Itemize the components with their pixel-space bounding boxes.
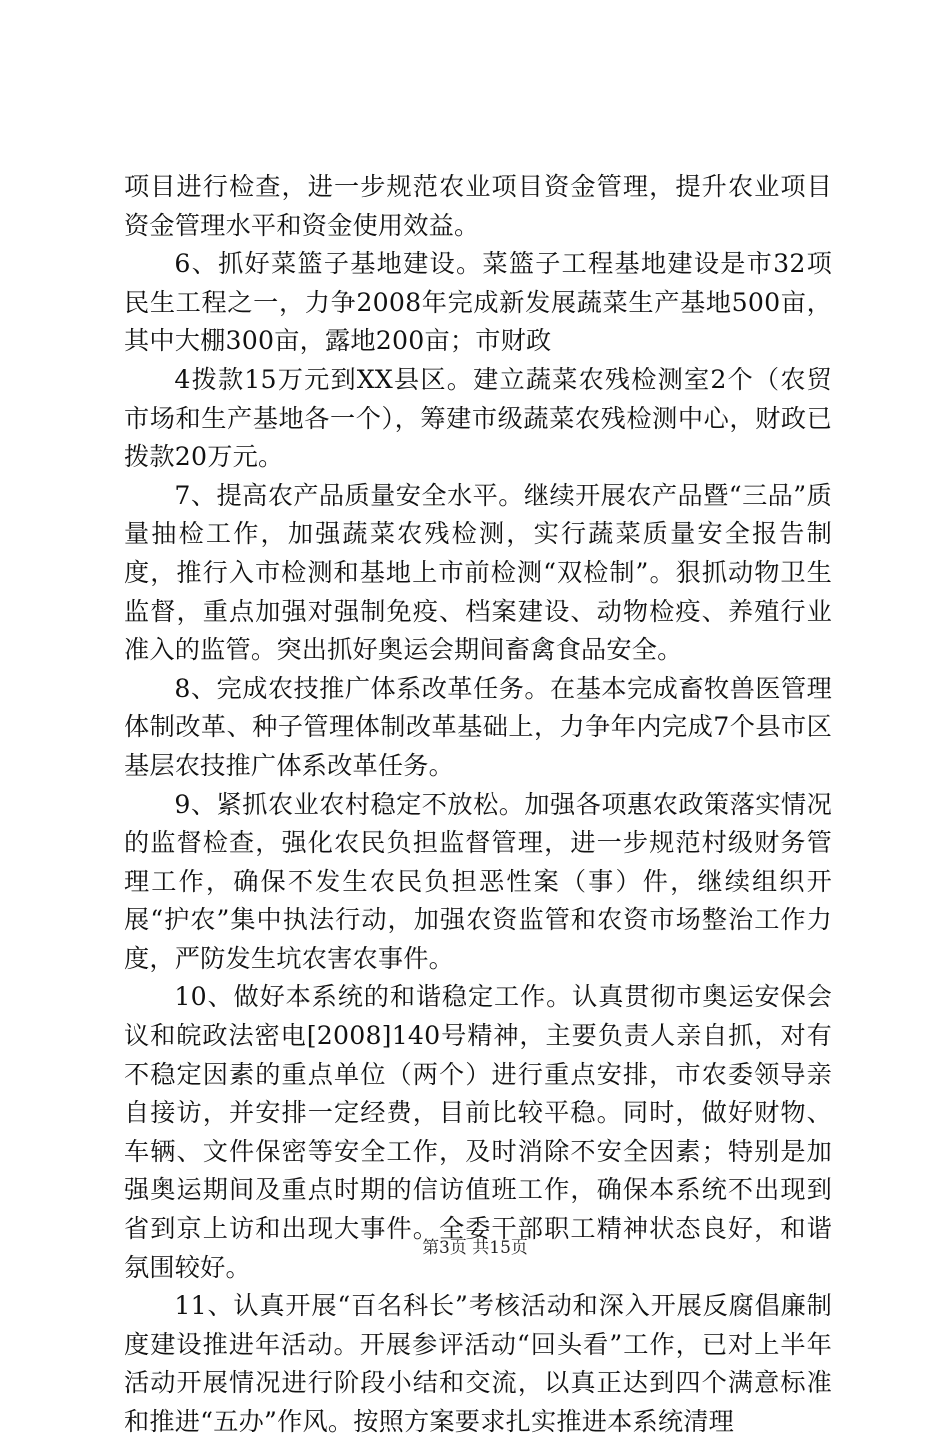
paragraph-item-10: 10、做好本系统的和谐稳定工作。认真贯彻市奥运安保会议和皖政法密电[2008]140号精神，主要负责人亲自抓，对有不稳定因素的重点单位（两个）进行重点安排，市农委领导亲自接访，并安排一定经费，目前比较平稳。同时，做好财物、车辆、文件保密等安全工作，及时消除不安全因素；特别是加强奥运期间及重点时期的信访值班工作，确保本系统不出现到省到京上访和出现大事件。全委干部职工精神状态良好，和谐氛围较好。 [124,982,832,1282]
paragraph-item-6: 6、抓好菜篮子基地建设。菜篮子工程基地建设是市32项民生工程之一，力争2008年完成新发展蔬菜生产基地500亩，其中大棚300亩，露地200亩；市财政 [124,249,832,356]
paragraph-funding: 4拨款15万元到XX县区。建立蔬菜农残检测室2个（农贸市场和生产基地各一个），筹建市级蔬菜农残检测中心，财政已拨款20万元。 [124,364,832,472]
paragraph-item-8: 8、完成农技推广体系改革任务。在基本完成畜牧兽医管理体制改革、种子管理体制改革基础上，力争年内完成7个县市区基层农技推广体系改革任务。 [124,673,832,780]
paragraph-project-inspection: 项目进行检查，进一步规范农业项目资金管理，提升农业项目资金管理水平和资金使用效益。 [124,172,832,240]
page-number-footer: 第3页 共15页 [422,1238,528,1258]
paragraph-item-9: 9、紧抓农业农村稳定不放松。加强各项惠农政策落实情况的监督检查，强化农民负担监督管理，进一步规范村级财务管理工作，确保不发生农民负担恶性案（事）件，继续组织开展“护农”集中执法行动，加强农资监管和农资市场整治工作力度，严防发生坑农害农事件。 [124,789,832,973]
paragraph-item-7: 7、提高农产品质量安全水平。继续开展农产品暨“三品”质量抽检工作，加强蔬菜农残检测，实行蔬菜质量安全报告制度，推行入市检测和基地上市前检测“双检制”。狠抓动物卫生监督，重点加强对强制免疫、档案建设、动物检疫、养殖行业准入的监管。突出抓好奥运会期间畜禽食品安全。 [124,480,832,665]
paragraph-item-11: 11、认真开展“百名科长”考核活动和深入开展反腐倡廉制度建设推进年活动。开展参评活动“回头看”工作，已对上半年活动开展情况进行阶段小结和交流，以真正达到四个满意标准和推进“五办”作风。按照方案要求扎实推进本系统清理 [124,1291,832,1436]
